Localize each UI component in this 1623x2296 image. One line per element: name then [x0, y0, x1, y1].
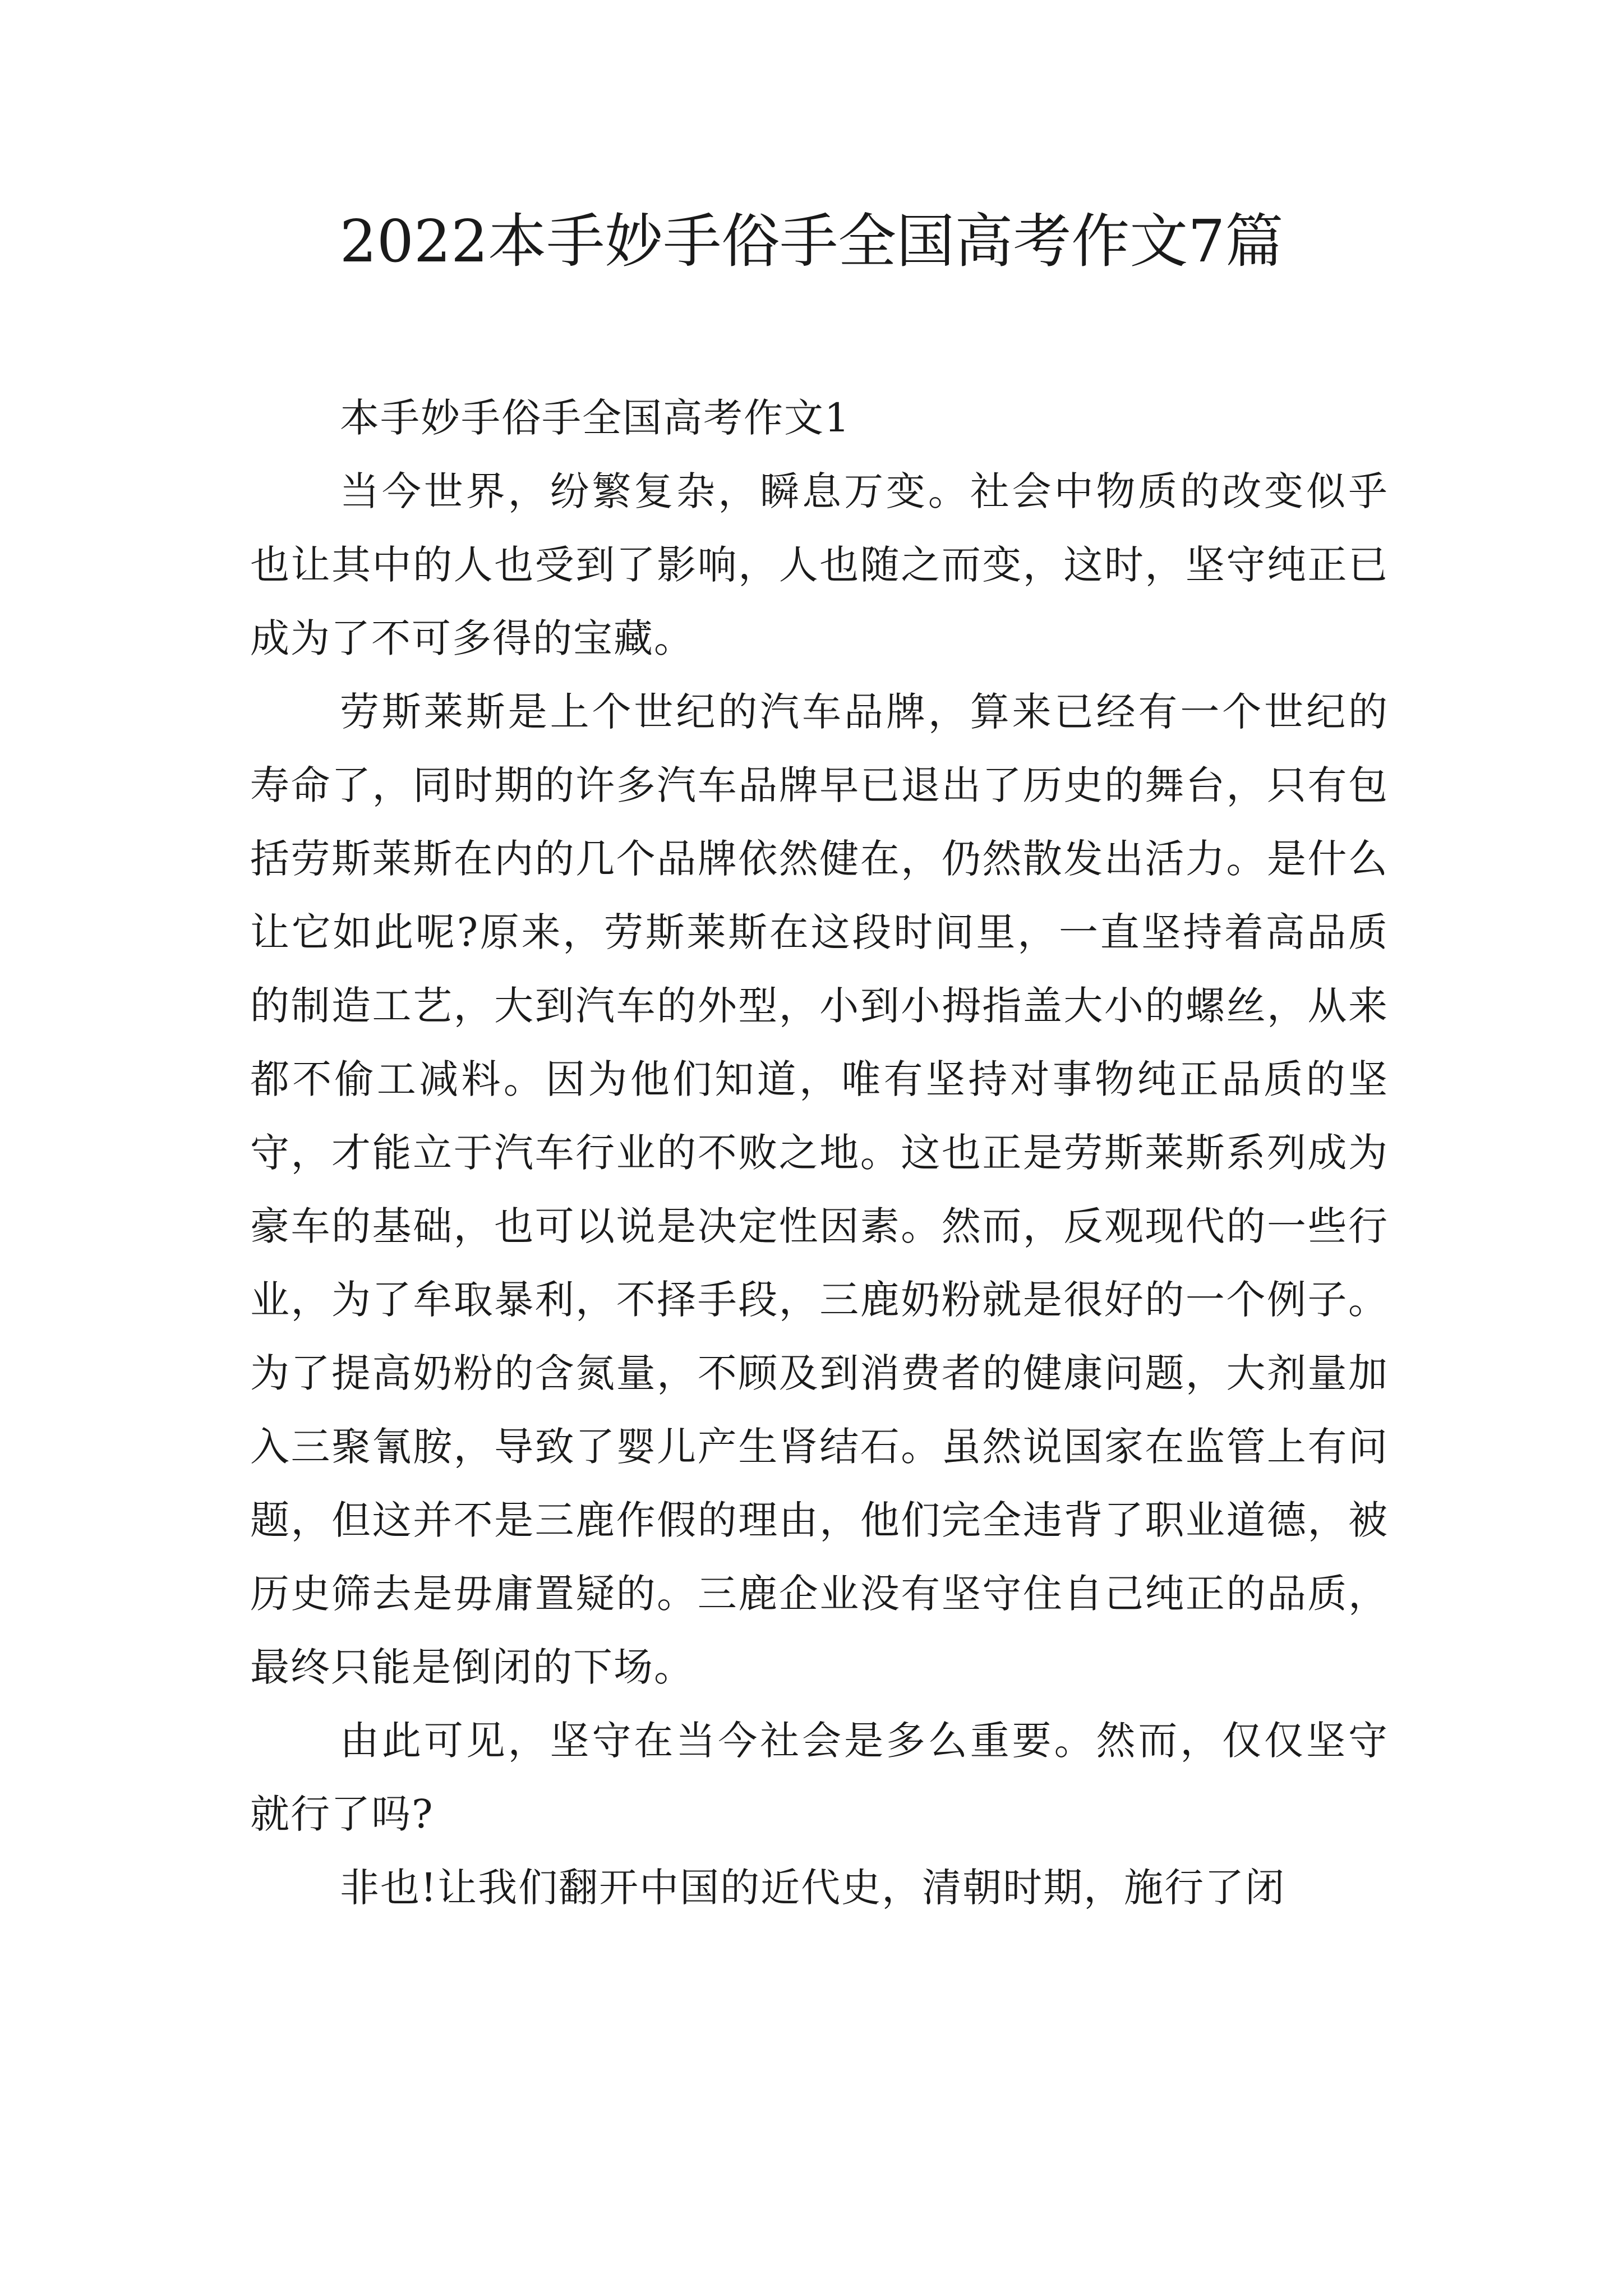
paragraph: 非也!让我们翻开中国的近代史，清朝时期，施行了闭 [340, 1865, 1286, 1911]
essay-heading: 本手妙手俗手全国高考作文1 [340, 395, 851, 441]
paragraph: 当今世界，纷繁复杂，瞬息万变。社会中物质的改变似乎也让其中的人也受到了影响，人也随之而变，这时，坚守纯正已成为了不可多得的宝藏。 [250, 468, 1389, 661]
paragraph: 由此可见，坚守在当今社会是多么重要。然而，仅仅坚守就行了吗? [250, 1718, 1389, 1837]
paragraph: 劳斯莱斯是上个世纪的汽车品牌，算来已经有一个世纪的寿命了，同时期的许多汽车品牌早已退出了历史的舞台，只有包括劳斯莱斯在内的几个品牌依然健在，仍然散发出活力。是什么让它如此呢?原来，劳斯莱斯在这段时间里，一直坚持着高品质的制造工艺，大到汽车的外型，小到小拇指盖大小的螺丝，从来都不偷工减料。因为他们知道，唯有坚持对事物纯正品质的坚守，才能立于汽车行业的不败之地。这也正是劳斯莱斯系列成为豪车的基础，也可以说是决定性因素。然而，反观现代的一些行业，为了牟取暴利，不择手段，三鹿奶粉就是很好的一个例子。为了提高奶粉的含氮量，不顾及到消费者的健康问题，大剂量加入三聚氰胺，导致了婴儿产生肾结石。虽然说国家在监管上有问题，但这并不是三鹿作假的理由，他们完全违背了职业道德，被历史筛去是毋庸置疑的。三鹿企业没有坚守住自己纯正的品质，最终只能是倒闭的下场。 [250, 689, 1389, 1690]
document-title: 2022本手妙手俗手全国高考作文7篇 [339, 207, 1284, 275]
document-body [250, 381, 1389, 1925]
